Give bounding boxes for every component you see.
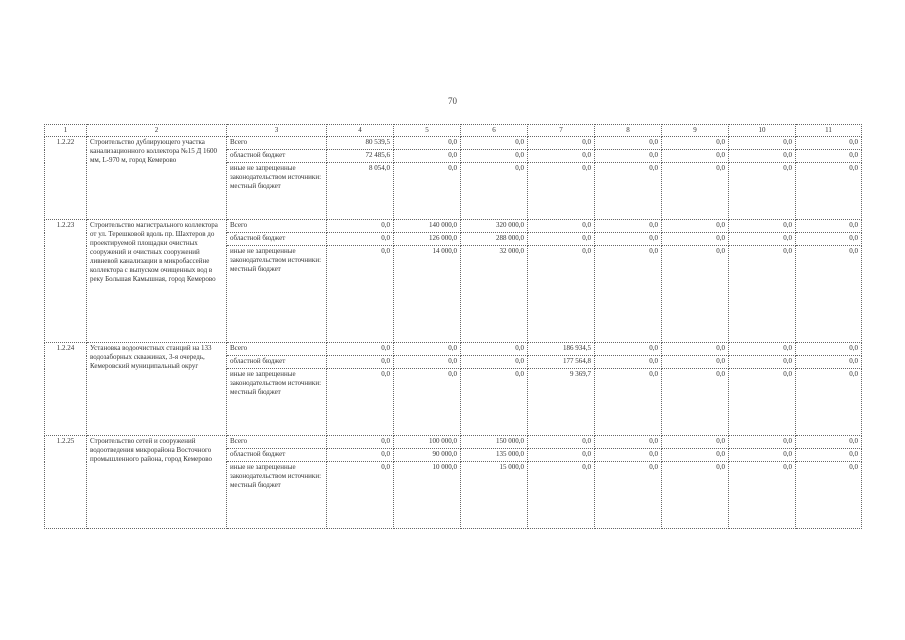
column-header: 3 bbox=[227, 125, 327, 137]
section-name: Строительство сетей и сооружений водоотведения микрорайона Восточного промышленного района, город Кемерово bbox=[87, 436, 227, 529]
value-cell: 0,0 bbox=[662, 150, 729, 163]
value-cell: 0,0 bbox=[662, 137, 729, 150]
value-cell: 0,0 bbox=[528, 137, 595, 150]
value-cell: 177 564,8 bbox=[528, 356, 595, 369]
value-cell: 0,0 bbox=[595, 220, 662, 233]
total-row bbox=[45, 343, 862, 356]
table-body bbox=[45, 125, 862, 529]
funding-source: областной бюджет bbox=[227, 356, 327, 369]
value-cell: 0,0 bbox=[662, 220, 729, 233]
value-cell: 0,0 bbox=[461, 356, 528, 369]
value-cell: 0,0 bbox=[729, 246, 796, 343]
total-row bbox=[45, 137, 862, 150]
value-cell: 0,0 bbox=[528, 220, 595, 233]
column-header: 1 bbox=[45, 125, 87, 137]
page-number: 70 bbox=[448, 96, 457, 106]
value-cell: 0,0 bbox=[394, 356, 461, 369]
value-cell: 140 000,0 bbox=[394, 220, 461, 233]
column-header: 4 bbox=[327, 125, 394, 137]
value-cell: 0,0 bbox=[796, 233, 862, 246]
value-cell: 0,0 bbox=[595, 163, 662, 220]
section-name: Установка водоочистных станций на 133 водозаборных скважинах, 3-я очередь, Кемеровский муниципальный округ bbox=[87, 343, 227, 436]
header-row bbox=[45, 125, 862, 137]
value-cell: 10 000,0 bbox=[394, 462, 461, 529]
value-cell: 0,0 bbox=[595, 462, 662, 529]
funding-source: иные не запрещенные законодательством источники: местный бюджет bbox=[227, 462, 327, 529]
column-header: 10 bbox=[729, 125, 796, 137]
value-cell: 0,0 bbox=[662, 449, 729, 462]
value-cell: 0,0 bbox=[662, 233, 729, 246]
value-cell: 0,0 bbox=[729, 163, 796, 220]
value-cell: 0,0 bbox=[796, 462, 862, 529]
value-cell: 0,0 bbox=[729, 369, 796, 436]
value-cell: 0,0 bbox=[595, 436, 662, 449]
value-cell: 0,0 bbox=[662, 369, 729, 436]
section-name: Строительство дублирующего участка канализационного коллектора №15 Д 1600 мм, L-970 м, город Кемерово bbox=[87, 137, 227, 220]
funding-source: областной бюджет bbox=[227, 233, 327, 246]
value-cell: 0,0 bbox=[528, 436, 595, 449]
value-cell: 0,0 bbox=[528, 449, 595, 462]
value-cell: 0,0 bbox=[394, 343, 461, 356]
value-cell: 32 000,0 bbox=[461, 246, 528, 343]
value-cell: 0,0 bbox=[729, 220, 796, 233]
value-cell: 0,0 bbox=[662, 163, 729, 220]
section-code: 1.2.23 bbox=[45, 220, 87, 343]
section-name: Строительство магистрального коллектора от ул. Терешковой вдоль пр. Шахтеров до проектируемой площадки очистных сооружений и очистных сооружений ливневой канализации в микробассейне коллектора с выпуском очищенных вод в реку Большая Камышная, город Кемерово bbox=[87, 220, 227, 343]
value-cell: 288 000,0 bbox=[461, 233, 528, 246]
value-cell: 15 000,0 bbox=[461, 462, 528, 529]
value-cell: 0,0 bbox=[394, 369, 461, 436]
section-code: 1.2.25 bbox=[45, 436, 87, 529]
value-cell: 72 485,6 bbox=[327, 150, 394, 163]
funding-source: областной бюджет bbox=[227, 150, 327, 163]
value-cell: 0,0 bbox=[662, 356, 729, 369]
value-cell: 126 000,0 bbox=[394, 233, 461, 246]
value-cell: 0,0 bbox=[595, 246, 662, 343]
column-header: 11 bbox=[796, 125, 862, 137]
column-header: 8 bbox=[595, 125, 662, 137]
value-cell: 0,0 bbox=[796, 246, 862, 343]
funding-source: иные не запрещенные законодательством источники: местный бюджет bbox=[227, 369, 327, 436]
value-cell: 0,0 bbox=[796, 137, 862, 150]
column-header: 9 bbox=[662, 125, 729, 137]
column-header: 5 bbox=[394, 125, 461, 137]
value-cell: 0,0 bbox=[796, 343, 862, 356]
value-cell: 0,0 bbox=[662, 436, 729, 449]
value-cell: 0,0 bbox=[327, 233, 394, 246]
value-cell: 0,0 bbox=[327, 246, 394, 343]
column-header: 7 bbox=[528, 125, 595, 137]
value-cell: 14 000,0 bbox=[394, 246, 461, 343]
total-row bbox=[45, 436, 862, 449]
funding-source: иные не запрещенные законодательством источники: местный бюджет bbox=[227, 163, 327, 220]
value-cell: 0,0 bbox=[662, 343, 729, 356]
value-cell: 0,0 bbox=[796, 449, 862, 462]
value-cell: 0,0 bbox=[394, 137, 461, 150]
value-cell: 0,0 bbox=[461, 150, 528, 163]
value-cell: 0,0 bbox=[327, 449, 394, 462]
value-cell: 0,0 bbox=[528, 233, 595, 246]
value-cell: 0,0 bbox=[729, 436, 796, 449]
column-header: 6 bbox=[461, 125, 528, 137]
funding-source: Всего bbox=[227, 436, 327, 449]
funding-source: областной бюджет bbox=[227, 449, 327, 462]
value-cell: 0,0 bbox=[796, 369, 862, 436]
value-cell: 0,0 bbox=[796, 220, 862, 233]
funding-source: Всего bbox=[227, 137, 327, 150]
value-cell: 0,0 bbox=[796, 436, 862, 449]
value-cell: 0,0 bbox=[528, 150, 595, 163]
value-cell: 0,0 bbox=[528, 163, 595, 220]
value-cell: 0,0 bbox=[729, 462, 796, 529]
funding-source: иные не запрещенные законодательством источники: местный бюджет bbox=[227, 246, 327, 343]
value-cell: 0,0 bbox=[461, 369, 528, 436]
budget-table bbox=[44, 124, 862, 529]
value-cell: 0,0 bbox=[595, 233, 662, 246]
value-cell: 0,0 bbox=[327, 220, 394, 233]
value-cell: 0,0 bbox=[394, 150, 461, 163]
value-cell: 0,0 bbox=[729, 356, 796, 369]
value-cell: 0,0 bbox=[729, 233, 796, 246]
value-cell: 0,0 bbox=[729, 449, 796, 462]
value-cell: 0,0 bbox=[729, 150, 796, 163]
value-cell: 0,0 bbox=[796, 356, 862, 369]
value-cell: 8 054,0 bbox=[327, 163, 394, 220]
value-cell: 0,0 bbox=[796, 150, 862, 163]
value-cell: 150 000,0 bbox=[461, 436, 528, 449]
value-cell: 0,0 bbox=[595, 137, 662, 150]
value-cell: 90 000,0 bbox=[394, 449, 461, 462]
value-cell: 0,0 bbox=[327, 462, 394, 529]
value-cell: 0,0 bbox=[528, 246, 595, 343]
value-cell: 0,0 bbox=[461, 343, 528, 356]
funding-source: Всего bbox=[227, 220, 327, 233]
value-cell: 9 369,7 bbox=[528, 369, 595, 436]
funding-source: Всего bbox=[227, 343, 327, 356]
value-cell: 0,0 bbox=[595, 343, 662, 356]
column-header: 2 bbox=[87, 125, 227, 137]
value-cell: 0,0 bbox=[595, 449, 662, 462]
value-cell: 0,0 bbox=[729, 343, 796, 356]
value-cell: 0,0 bbox=[595, 369, 662, 436]
section-code: 1.2.22 bbox=[45, 137, 87, 220]
value-cell: 0,0 bbox=[662, 246, 729, 343]
value-cell: 0,0 bbox=[394, 163, 461, 220]
value-cell: 80 539,5 bbox=[327, 137, 394, 150]
value-cell: 0,0 bbox=[327, 369, 394, 436]
value-cell: 0,0 bbox=[528, 462, 595, 529]
value-cell: 0,0 bbox=[327, 436, 394, 449]
total-row bbox=[45, 220, 862, 233]
value-cell: 0,0 bbox=[796, 163, 862, 220]
value-cell: 186 934,5 bbox=[528, 343, 595, 356]
value-cell: 0,0 bbox=[729, 137, 796, 150]
value-cell: 320 000,0 bbox=[461, 220, 528, 233]
value-cell: 0,0 bbox=[461, 137, 528, 150]
value-cell: 0,0 bbox=[662, 462, 729, 529]
section-code: 1.2.24 bbox=[45, 343, 87, 436]
value-cell: 0,0 bbox=[461, 163, 528, 220]
value-cell: 100 000,0 bbox=[394, 436, 461, 449]
value-cell: 0,0 bbox=[327, 343, 394, 356]
value-cell: 0,0 bbox=[595, 150, 662, 163]
value-cell: 0,0 bbox=[595, 356, 662, 369]
value-cell: 135 000,0 bbox=[461, 449, 528, 462]
value-cell: 0,0 bbox=[327, 356, 394, 369]
